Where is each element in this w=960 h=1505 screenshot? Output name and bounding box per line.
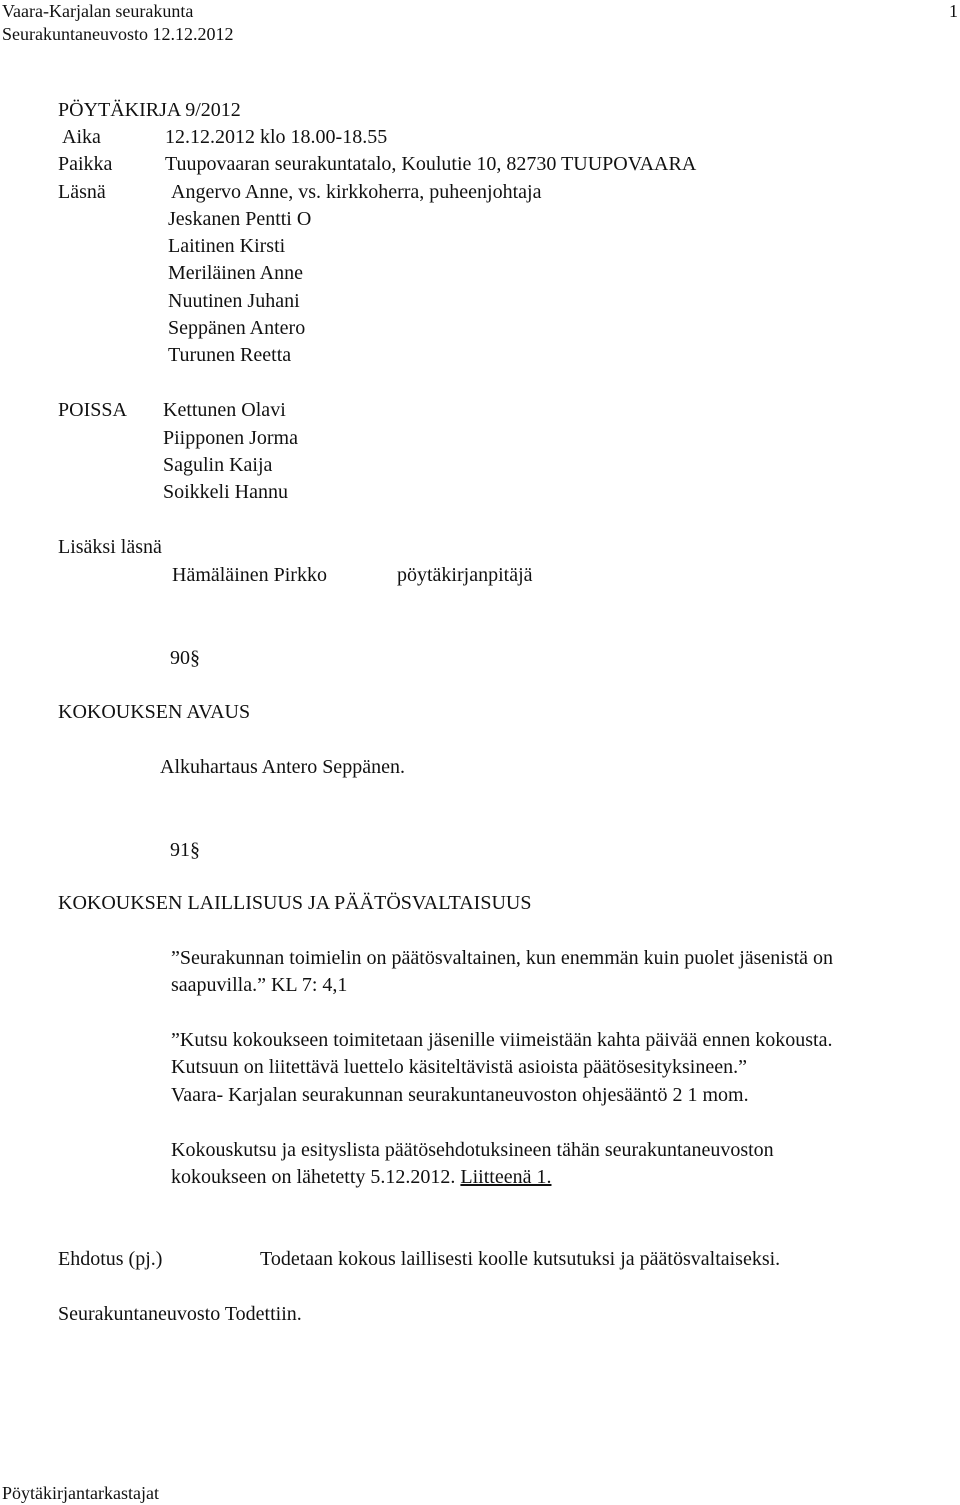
poissa-member: Kettunen Olavi bbox=[163, 399, 286, 421]
lasna-member: Turunen Reetta bbox=[168, 344, 292, 366]
lisaksi-role: pöytäkirjanpitäjä bbox=[397, 564, 533, 586]
section-number-90: 90§ bbox=[170, 647, 200, 669]
aika-label: Aika bbox=[62, 126, 101, 148]
section-number-91: 91§ bbox=[170, 839, 200, 861]
lisaksi-label: Lisäksi läsnä bbox=[58, 536, 162, 558]
section-heading-91: KOKOUKSEN LAILLISUUS JA PÄÄTÖSVALTAISUUS bbox=[58, 892, 532, 914]
proposal-label: Ehdotus (pj.) bbox=[58, 1248, 163, 1270]
invitation-line1: Kokouskutsu ja esityslista päätösehdotuksineen tähän seurakuntaneuvoston bbox=[171, 1139, 774, 1161]
quote-kutsu-line1: ”Kutsu kokoukseen toimitetaan jäsenille viimeistään kahta päivää ennen kokousta. bbox=[171, 1029, 833, 1051]
lasna-member: Seppänen Antero bbox=[168, 317, 306, 339]
section-text-90: Alkuhartaus Antero Seppänen. bbox=[160, 756, 405, 778]
lasna-member: Jeskanen Pentti O bbox=[168, 208, 312, 230]
lisaksi-name: Hämäläinen Pirkko bbox=[172, 564, 327, 586]
poissa-label: POISSA bbox=[58, 399, 127, 421]
section-heading-90: KOKOUKSEN AVAUS bbox=[58, 701, 251, 723]
page-number: 1 bbox=[949, 1, 958, 21]
invitation-line2: kokoukseen on lähetetty 5.12.2012. Liitteenä 1. bbox=[171, 1166, 552, 1188]
attachment-link[interactable]: Liitteenä 1. bbox=[460, 1166, 552, 1188]
lasna-member: Meriläinen Anne bbox=[168, 262, 303, 284]
header-org: Vaara-Karjalan seurakunta bbox=[2, 1, 194, 21]
decision-text: Seurakuntaneuvosto Todettiin. bbox=[58, 1303, 302, 1325]
document-title: PÖYTÄKIRJA 9/2012 bbox=[58, 99, 241, 121]
paikka-label: Paikka bbox=[58, 153, 113, 175]
footer-label: Pöytäkirjantarkastajat bbox=[2, 1483, 159, 1503]
poissa-member: Piipponen Jorma bbox=[163, 427, 298, 449]
header-meeting: Seurakuntaneuvosto 12.12.2012 bbox=[2, 24, 234, 44]
lasna-member: Laitinen Kirsti bbox=[168, 235, 286, 257]
quote-kutsu-line3: Vaara- Karjalan seurakunnan seurakuntaneuvoston ohjesääntö 2 1 mom. bbox=[171, 1084, 749, 1106]
proposal-text: Todetaan kokous laillisesti koolle kutsutuksi ja päätösvaltaiseksi. bbox=[260, 1248, 781, 1270]
poissa-member: Soikkeli Hannu bbox=[163, 481, 288, 503]
paikka-value: Tuupovaaran seurakuntatalo, Koulutie 10, 82730 TUUPOVAARA bbox=[165, 153, 697, 175]
quote-kutsu-line2: Kutsuun on liitettävä luettelo käsiteltävistä asioista päätösesityksineen.” bbox=[171, 1056, 747, 1078]
aika-value: 12.12.2012 klo 18.00-18.55 bbox=[165, 126, 388, 148]
quote-kl-line1: ”Seurakunnan toimielin on päätösvaltainen, kun enemmän kuin puolet jäsenistä on bbox=[171, 947, 834, 969]
lasna-member: Nuutinen Juhani bbox=[168, 290, 300, 312]
quote-kl-line2: saapuvilla.” KL 7: 4,1 bbox=[171, 974, 348, 996]
lasna-member: Angervo Anne, vs. kirkkoherra, puheenjohtaja bbox=[171, 181, 542, 203]
poissa-member: Sagulin Kaija bbox=[163, 454, 273, 476]
lasna-label: Läsnä bbox=[58, 181, 106, 203]
